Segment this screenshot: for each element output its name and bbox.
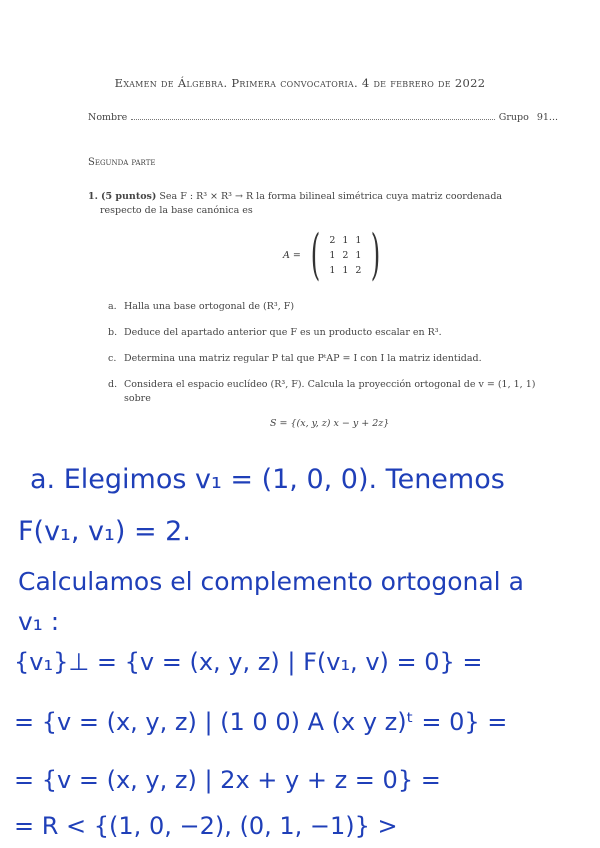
- matrix-cell: 1: [329, 264, 336, 276]
- name-line: [88, 112, 558, 123]
- handwritten-line: = {v = (x, y, z) | 2x + y + z = 0} =: [14, 766, 441, 794]
- exam-title: Examen de Álgebra. Primera convocatoria. 4 de febrero de 2022: [114, 76, 486, 90]
- handwritten-line: F(v₁, v₁) = 2.: [18, 516, 191, 547]
- problem-text-cont: respecto de la base canónica es: [100, 205, 253, 216]
- sub-question-c: c. Determina una matriz regular P tal que PᵗAP = I con I la matriz identidad.: [108, 353, 482, 364]
- section-title: Segunda parte: [88, 157, 156, 168]
- matrix-cell: 1: [342, 264, 349, 276]
- sub-question-b: b. Deduce del apartado anterior que F es un producto escalar en R³.: [108, 327, 442, 338]
- handwritten-line: = R < {(1, 0, −2), (0, 1, −1)} >: [14, 812, 398, 840]
- group-value: 91...: [536, 112, 558, 123]
- left-paren: (: [310, 223, 321, 286]
- problem-statement: [88, 190, 558, 218]
- problem-number: 1.: [88, 191, 98, 202]
- handwritten-line: v₁ :: [18, 607, 60, 636]
- matrix-cell: 1: [355, 234, 362, 246]
- problem-text: Sea F : R³ × R³ → R la forma bilineal simétrica cuya matriz coordenada: [159, 191, 503, 202]
- problem-points: (5 puntos): [100, 191, 157, 202]
- matrix-grid: [326, 235, 365, 276]
- sub-questions: [108, 300, 568, 418]
- handwritten-line: a. Elegimos v₁ = (1, 0, 0). Tenemos: [30, 464, 505, 495]
- group-label: Grupo: [498, 112, 529, 123]
- handwritten-line: = {v = (x, y, z) | (1 0 0) A (x y z)ᵗ = 0} =: [14, 708, 508, 736]
- sub-question-d: d. Considera el espacio euclídeo (R³, F). Calcula la proyección ortogonal de v = (1, 1, 1) sobre: [108, 379, 536, 404]
- handwritten-line: Calculamos el complemento ortogonal a: [18, 567, 524, 596]
- matrix-label: A =: [283, 249, 301, 261]
- matrix-cell: 1: [342, 234, 349, 246]
- matrix-cell: 1: [329, 249, 336, 261]
- name-label: Nombre: [88, 112, 128, 123]
- matrix-a: [283, 223, 386, 286]
- handwritten-answer: [0, 448, 600, 848]
- matrix-cell: 2: [355, 264, 362, 276]
- sub-question-a: a. Halla una base ortogonal de (R³, F): [108, 301, 295, 312]
- subspace-definition: S = {(x, y, z) x − y + 2z}: [270, 418, 390, 429]
- matrix-cell: 2: [342, 249, 349, 261]
- handwritten-line: {v₁}⊥ = {v = (x, y, z) | F(v₁, v) = 0} =: [14, 648, 483, 676]
- matrix-cell: 1: [355, 249, 362, 261]
- matrix-cell: 2: [329, 234, 336, 246]
- right-paren: ): [370, 223, 381, 286]
- name-dots: [131, 118, 494, 120]
